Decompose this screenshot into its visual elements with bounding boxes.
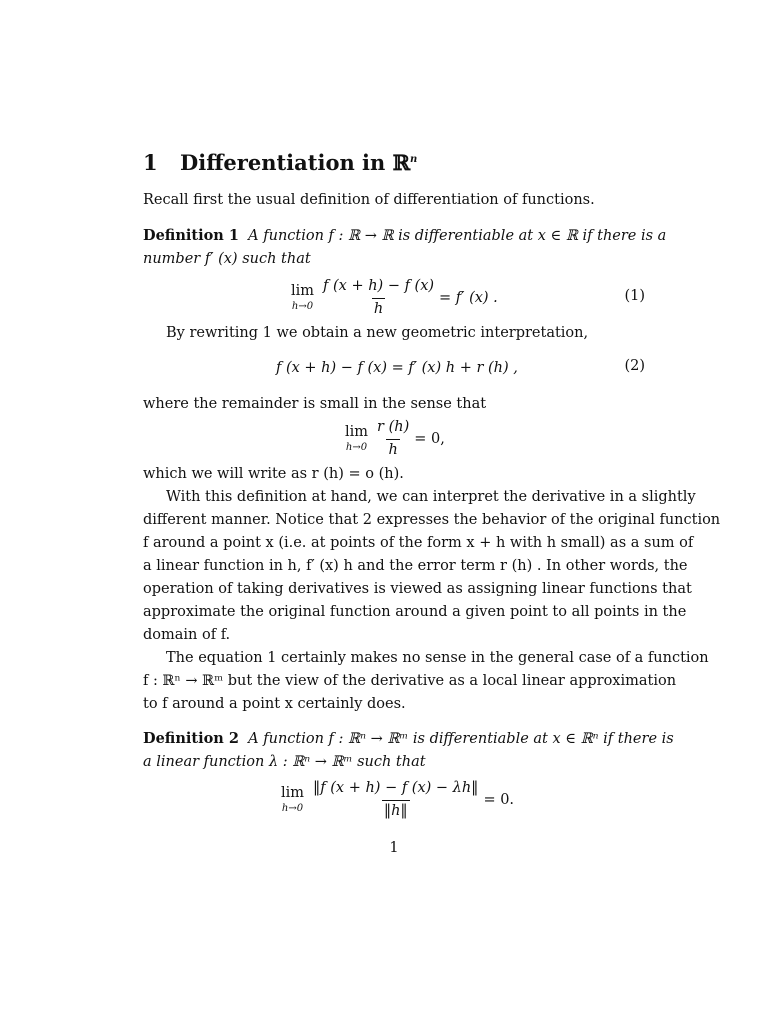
fraction-denominator: h [386,439,399,459]
definition-2-text: A function f : ℝⁿ → ℝᵐ is differentiable at x ∈ ℝⁿ if there is [248,731,674,747]
paper-page [143,0,721,1024]
fraction [321,278,436,318]
paragraph-remainder: where the remainder is small in the sense that [143,396,487,412]
equation-1-body [291,278,498,318]
limit-operator: lim h→0 [281,785,305,814]
paragraph-interpret-line: With this definition at hand, we can interpret the derivative in a slightly [166,489,696,505]
paragraph-equation-line: f : ℝⁿ → ℝᵐ but the view of the derivative as a local linear approximation [143,673,677,689]
fraction-numerator: r (h) [377,419,410,436]
fraction-numerator: f (x + h) − f (x) [323,278,435,295]
paragraph-interpret-line: approximate the original function around a given point to all points in the [143,604,687,620]
definition-1-line-2: number f′ (x) such that [143,251,311,267]
equation-3 [143,419,645,459]
fraction [311,780,480,820]
section-title-superscript: n [410,154,418,165]
equation-3-body [345,419,445,459]
equation-number: (1) [624,288,645,304]
equation-2 [143,348,645,388]
definition-1-line-1 [143,225,667,247]
paragraph-interpret-line: f around a point x (i.e. at points of the form x + h with h small) as a sum of [143,535,694,551]
equation-4 [143,780,645,820]
definition-1-label: Definition 1 [143,227,239,244]
intro-paragraph: Recall first the usual definition of differentiation of functions. [143,192,595,208]
definition-2-label: Definition 2 [143,730,239,747]
section-number: 1 [143,150,158,175]
fraction-numerator: ‖f (x + h) − f (x) − λh‖ [313,780,479,797]
section-title: Differentiation in ℝ [180,150,411,175]
paragraph-equation-line: to f around a point x certainly does. [143,696,406,712]
limit-operator: lim h→0 [345,424,369,453]
paragraph-interpret-line: domain of f. [143,627,231,643]
page-number: 1 [389,840,399,856]
fraction-denominator: ‖h‖ [382,800,410,820]
definition-2-line-1 [143,728,674,750]
paragraph-notation: which we will write as r (h) = o (h). [143,466,404,482]
equation-rhs: = 0, [414,431,445,447]
equation-4-body [281,780,514,820]
definition-2-line-2: a linear function λ : ℝⁿ → ℝᵐ such that [143,754,426,770]
paragraph-interpret-line: operation of taking derivatives is viewed as assigning linear functions that [143,581,692,597]
section-heading [143,146,417,177]
paragraph-rewrite: By rewriting 1 we obtain a new geometric interpretation, [166,325,589,341]
fraction [375,419,411,459]
paragraph-interpret-line: a linear function in h, f′ (x) h and the error term r (h) . In other words, the [143,558,688,574]
definition-1-text: A function f : ℝ → ℝ is differentiable at x ∈ ℝ if there is a [248,228,667,244]
fraction-denominator: h [372,298,385,318]
equation-2-body: f (x + h) − f (x) = f′ (x) h + r (h) , [276,360,518,376]
equation-rhs: = f′ (x) . [439,290,498,306]
limit-operator: lim h→0 [291,283,315,312]
equation-rhs: = 0. [483,792,515,808]
equation-number: (2) [624,358,645,374]
paragraph-interpret-line: different manner. Notice that 2 expresses the behavior of the original function [143,512,721,528]
paragraph-equation-line: The equation 1 certainly makes no sense in the general case of a function [166,650,709,666]
equation-1 [143,278,645,318]
